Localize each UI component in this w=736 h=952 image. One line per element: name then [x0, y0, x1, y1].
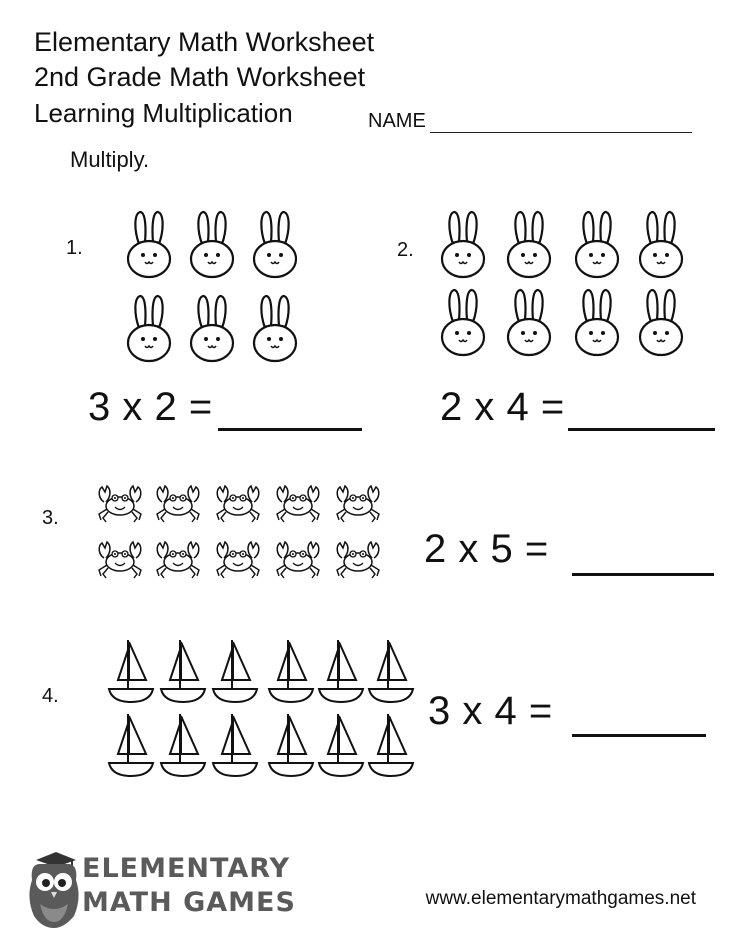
problem-4-answer-blank[interactable]: [572, 734, 706, 737]
problem-2-number: 2.: [397, 239, 414, 261]
problem-3-equation: 2 x 5 =: [424, 527, 549, 571]
sailboat-icon: [213, 640, 257, 702]
bunny-icon: [576, 212, 618, 277]
worksheet-title: Elementary Math Worksheet: [34, 27, 375, 57]
website-url[interactable]: www.elementarymathgames.net: [425, 888, 696, 909]
worksheet-subtitle: 2nd Grade Math Worksheet: [34, 62, 366, 92]
bunny-icon: [254, 212, 296, 277]
worksheet-topic: Learning Multiplication: [34, 98, 293, 128]
sailboat-icon: [269, 714, 313, 776]
bunny-icon: [191, 212, 233, 277]
bunny-icon: [128, 212, 170, 277]
sailboat-icon: [109, 640, 153, 702]
bunny-icon: [640, 212, 682, 277]
bunny-icon: [442, 290, 484, 355]
problem-4-sailboat-group: [106, 636, 416, 781]
instruction: Multiply.: [70, 147, 150, 172]
crab-icon: [217, 486, 259, 522]
bunny-icon: [254, 296, 296, 361]
sailboat-icon: [269, 640, 313, 702]
problem-4-equation: 3 x 4 =: [428, 689, 553, 733]
sailboat-icon: [369, 714, 413, 776]
crab-icon: [337, 542, 379, 578]
sailboat-icon: [109, 714, 153, 776]
crab-icon: [157, 486, 199, 522]
bunny-icon: [128, 296, 170, 361]
crab-icon: [277, 486, 319, 522]
name-label: NAME: [368, 110, 426, 132]
problem-3-answer-blank[interactable]: [572, 573, 714, 576]
bunny-icon: [442, 212, 484, 277]
crab-icon: [337, 486, 379, 522]
sailboat-icon: [319, 714, 363, 776]
crab-icon: [217, 542, 259, 578]
sailboat-icon: [319, 640, 363, 702]
crab-icon: [99, 486, 141, 522]
bunny-icon: [576, 290, 618, 355]
name-field[interactable]: [368, 109, 692, 133]
problem-1-answer-blank[interactable]: [218, 428, 362, 431]
bunny-icon: [508, 290, 550, 355]
problem-1-equation: 3 x 2 =: [88, 385, 213, 429]
logo-line-1: ELEMENTARY: [82, 853, 291, 884]
logo-line-2: MATH GAMES: [82, 887, 296, 918]
owl-icon: [24, 850, 82, 930]
sailboat-icon: [213, 714, 257, 776]
crab-icon: [277, 542, 319, 578]
crab-icon: [157, 542, 199, 578]
name-blank-line[interactable]: [430, 111, 692, 133]
problem-2-bunny-group: [438, 206, 688, 368]
bunny-icon: [640, 290, 682, 355]
bunny-icon: [508, 212, 550, 277]
sailboat-icon: [161, 640, 205, 702]
problem-3-number: 3.: [42, 507, 59, 529]
sailboat-icon: [161, 714, 205, 776]
problem-2-equation: 2 x 4 =: [440, 385, 565, 429]
problem-3-crab-group: [94, 484, 386, 584]
sailboat-icon: [369, 640, 413, 702]
problem-1-number: 1.: [66, 237, 83, 259]
problem-2-answer-blank[interactable]: [568, 428, 715, 431]
bunny-icon: [191, 296, 233, 361]
problem-4-number: 4.: [42, 685, 59, 707]
crab-icon: [99, 542, 141, 578]
problem-1-bunny-group: [124, 206, 294, 368]
